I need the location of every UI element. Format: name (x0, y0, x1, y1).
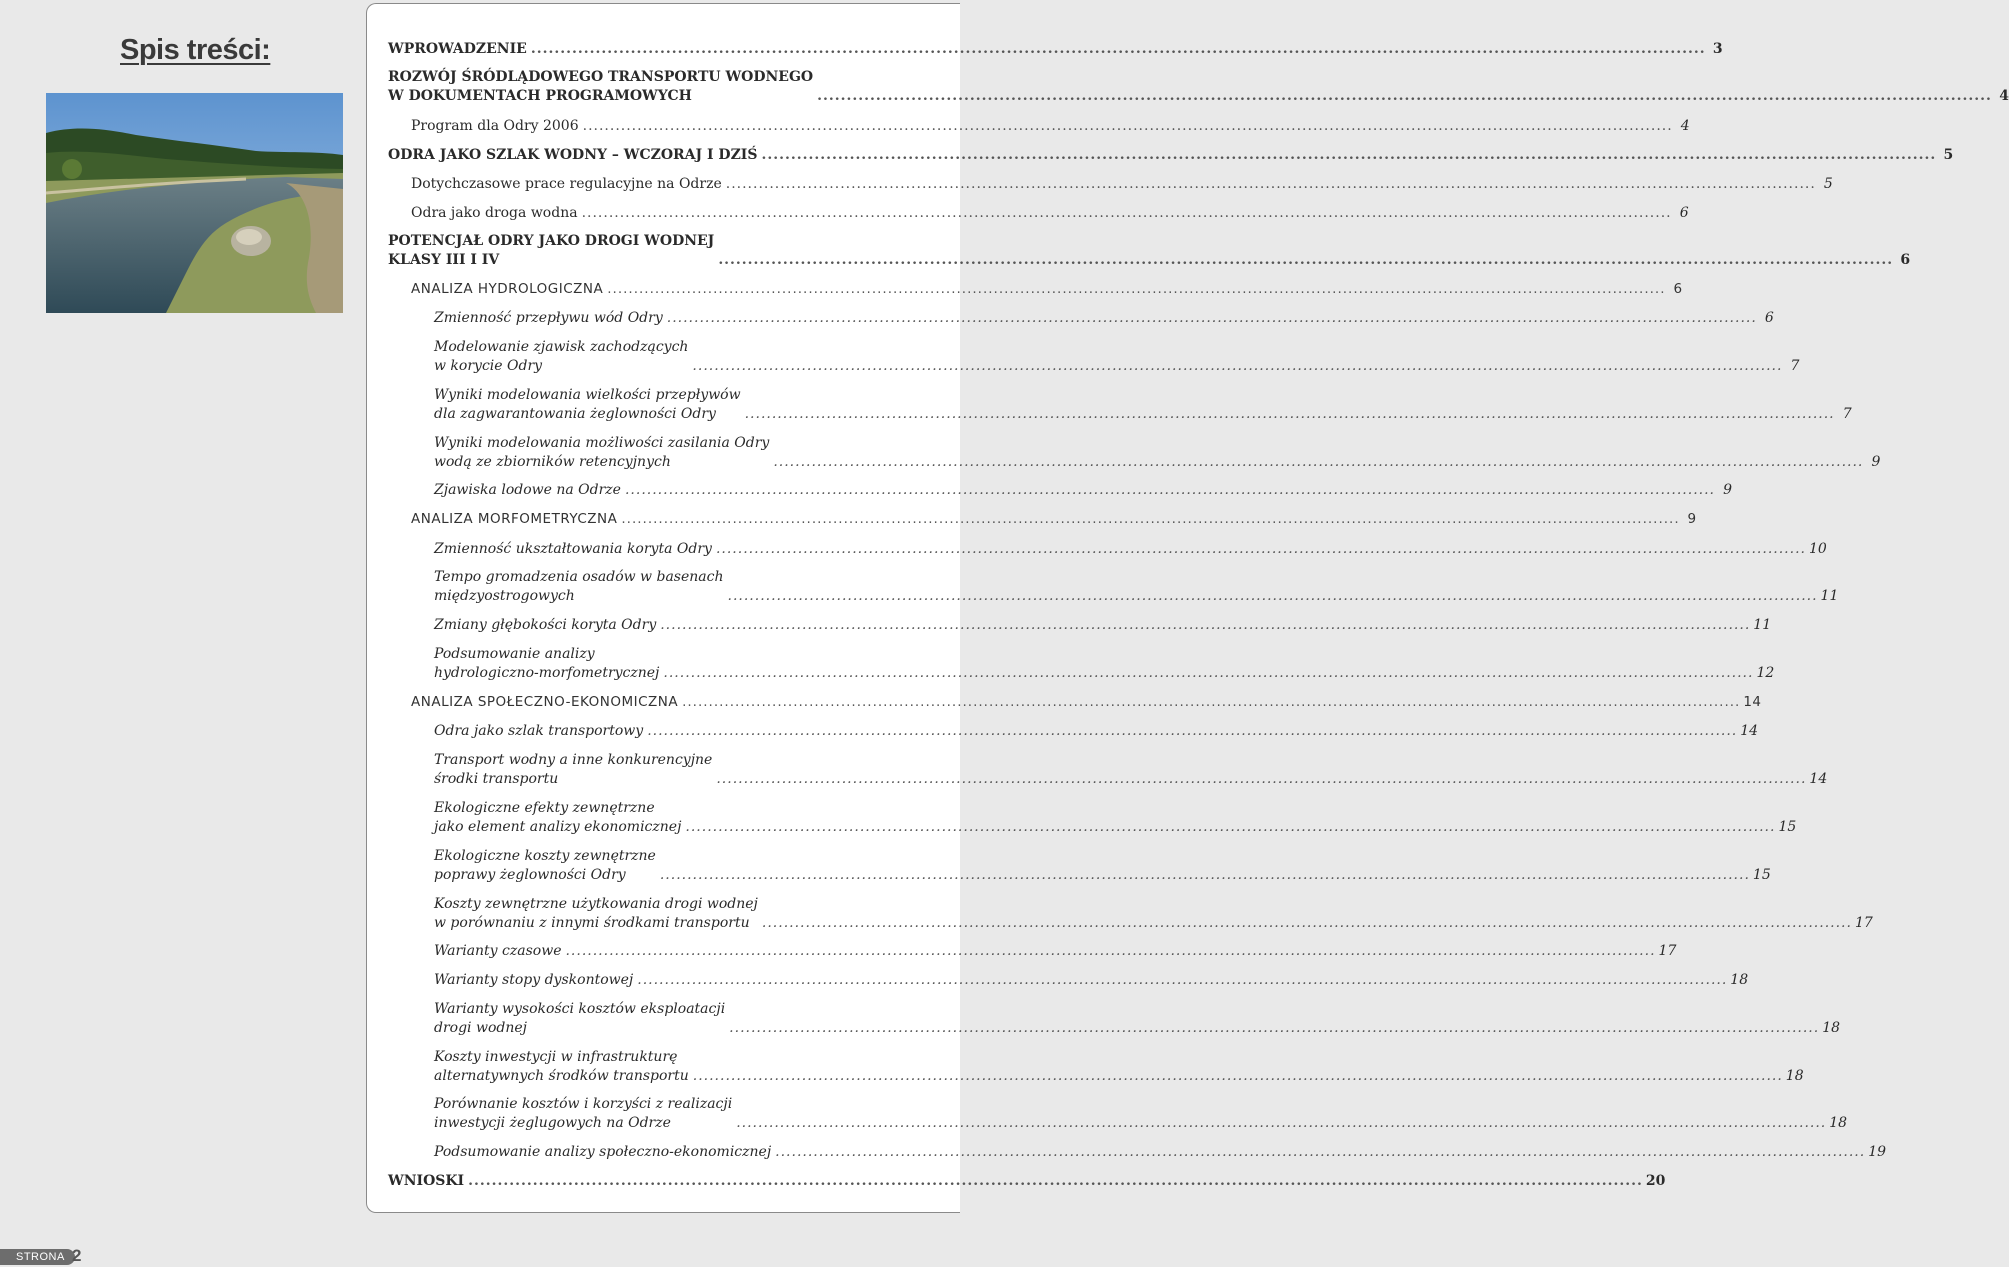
toc-entry-title: Wyniki modelowania możliwości zasilania Odry wodą ze zbiorników retencyjnych (434, 435, 770, 470)
toc-entry-page: 14 (1809, 771, 1828, 787)
toc-dot-leader: ........................................................................................................................................................................................................ (718, 252, 1894, 268)
toc-entry-title: Odra jako szlak transportowy (434, 723, 644, 739)
toc-entry (434, 434, 1881, 472)
toc-dot-leader: ........................................................................................................................................................................................................ (663, 665, 1754, 681)
toc-entry-page: 4 (1999, 88, 2009, 104)
toc-entry-page: 4 (1680, 118, 1690, 134)
toc-entry-page: 7 (1790, 358, 1800, 374)
toc-dot-leader: ........................................................................................................................................................................................................ (647, 723, 1738, 739)
toc-entry (434, 799, 1797, 837)
toc-entry (434, 540, 1827, 559)
toc-entry (434, 616, 1772, 635)
toc-entry (388, 68, 2009, 106)
toc-entry-page: 9 (1687, 511, 1697, 527)
toc-entry-title: ANALIZA SPOŁECZNO-EKONOMICZNA (411, 694, 679, 710)
toc-entry-title: Transport wodny a inne konkurencyjne środki transportu (434, 752, 713, 787)
toc-entry (434, 847, 1771, 885)
toc-entry-page: 17 (1854, 915, 1873, 931)
toc-entry (434, 386, 1852, 424)
toc-entry (434, 1143, 1887, 1162)
toc-entry (434, 942, 1677, 961)
toc-entry-title: Warianty stopy dyskontowej (434, 972, 634, 988)
toc-dot-leader: ........................................................................................................................................................................................................ (624, 482, 1716, 498)
toc-entry-page: 20 (1645, 1173, 1666, 1189)
toc-entry-title: Program dla Odry 2006 (411, 118, 579, 134)
toc-dot-leader: ........................................................................................................................................................................................................ (581, 205, 1672, 221)
toc-entry-title: WPROWADZENIE (388, 41, 527, 57)
toc-entry-title: Zmienność ukształtowania koryta Odry (434, 541, 712, 557)
toc-dot-leader: ........................................................................................................................................................................................................ (817, 88, 1992, 104)
toc-dot-leader: ........................................................................................................................................................................................................ (727, 588, 1818, 604)
toc-entry (434, 895, 1873, 933)
toc-entry-page: 6 (1679, 205, 1689, 221)
toc-entry-title: Dotychczasowe prace regulacyjne na Odrze (411, 176, 722, 192)
toc-entry-page: 18 (1822, 1020, 1841, 1036)
toc-entry-page: 6 (1900, 252, 1911, 268)
toc-dot-leader: ........................................................................................................................................................................................................ (666, 310, 1757, 326)
toc-entry-title: Wyniki modelowania wielkości przepływów dla zagwarantowania żeglowności Odry (434, 387, 741, 422)
toc-entry-title: Warianty czasowe (434, 943, 562, 959)
toc-entry-page: 14 (1743, 694, 1762, 710)
toc-entry-page: 12 (1756, 665, 1775, 681)
toc-entry-title: Tempo gromadzenia osadów w basenach międzyostrogowych (434, 569, 724, 604)
toc-entry-page: 7 (1842, 406, 1852, 422)
toc-entry (411, 280, 1683, 299)
toc-entry (434, 722, 1759, 741)
toc-entry-page: 14 (1740, 723, 1759, 739)
toc-entry-page: 5 (1823, 176, 1833, 192)
toc-entry-title: ANALIZA MORFOMETRYCZNA (411, 511, 618, 527)
toc-entry-title: WNIOSKI (388, 1173, 465, 1189)
toc-dot-leader: ........................................................................................................................................................................................................ (692, 1068, 1783, 1084)
toc-entry (434, 309, 1774, 328)
toc-entry-title: Koszty inwestycji w infrastrukturę alternatywnych środków transportu (434, 1049, 689, 1084)
toc-entry (434, 971, 1749, 990)
toc-dot-leader: ........................................................................................................................................................................................................ (729, 1020, 1820, 1036)
toc-dot-leader: ........................................................................................................................................................................................................ (682, 694, 1741, 710)
toc-entry-page: 18 (1785, 1068, 1804, 1084)
toc-entry-page: 18 (1829, 1115, 1848, 1131)
footer-label: STRONA (0, 1249, 75, 1265)
toc-entry-title: Warianty wysokości kosztów eksploatacji drogi wodnej (434, 1001, 726, 1036)
toc-entry (434, 568, 1839, 606)
toc-entry-page: 11 (1820, 588, 1839, 604)
toc-dot-leader: ........................................................................................................................................................................................................ (744, 406, 1835, 422)
toc-entry-title: ODRA JAKO SZLAK WODNY – WCZORAJ I DZIŚ (388, 147, 758, 163)
toc-entry (434, 751, 1828, 789)
toc-dot-leader: ........................................................................................................................................................................................................ (660, 617, 1751, 633)
toc-dot-leader: ........................................................................................................................................................................................................ (761, 147, 1937, 163)
toc-entry (411, 117, 1690, 136)
toc-entry-title: POTENCJAŁ ODRY JAKO DROGI WODNEJ KLASY III I IV (388, 233, 715, 268)
toc-dot-leader: ........................................................................................................................................................................................................ (736, 1115, 1827, 1131)
toc-entry-title: ANALIZA HYDROLOGICZNA (411, 281, 604, 297)
toc-dot-leader: ........................................................................................................................................................................................................ (761, 915, 1852, 931)
toc-entry-title: Podsumowanie analizy społeczno-ekonomicznej (434, 1144, 772, 1160)
toc-entry (388, 232, 1911, 270)
toc-entry-title: Porównanie kosztów i korzyści z realizacji inwestycji żeglugowych na Odrze (434, 1096, 733, 1131)
toc-entry (434, 1048, 1804, 1086)
toc-entry-title: Zmiany głębokości koryta Odry (434, 617, 657, 633)
toc-entry (388, 1172, 1666, 1191)
toc-dot-leader: ........................................................................................................................................................................................................ (659, 867, 1750, 883)
toc-dot-leader: ........................................................................................................................................................................................................ (582, 118, 1673, 134)
toc-entry-page: 6 (1673, 281, 1683, 297)
toc-entry (388, 40, 1723, 59)
toc-entry (434, 645, 1775, 683)
toc-entry-title: Koszty zewnętrzne użytkowania drogi wodnej w porównaniu z innymi środkami transportu (434, 896, 758, 931)
toc-entry-title: Odra jako droga wodna (411, 205, 578, 221)
toc-entry-title: Zmienność przepływu wód Odry (434, 310, 663, 326)
toc-entry-page: 10 (1808, 541, 1827, 557)
toc-entry (434, 1000, 1841, 1038)
toc-entry-page: 17 (1658, 943, 1677, 959)
toc-entry (411, 693, 1762, 712)
toc-entry-title: Modelowanie zjawisk zachodzących w korycie Odry (434, 339, 689, 374)
toc-entry-page: 15 (1752, 867, 1771, 883)
toc-entry (411, 510, 1697, 529)
toc-dot-leader: ........................................................................................................................................................................................................ (725, 176, 1816, 192)
page-title: Spis treści: (120, 34, 271, 66)
toc-dot-leader: ........................................................................................................................................................................................................ (685, 819, 1776, 835)
toc-dot-leader: ........................................................................................................................................................................................................ (468, 1173, 1643, 1189)
toc-entry-page: 11 (1753, 617, 1772, 633)
toc-entry (411, 204, 1689, 223)
toc-entry (388, 146, 1954, 165)
toc-entry-title: Zjawiska lodowe na Odrze (434, 482, 621, 498)
toc-dot-leader: ........................................................................................................................................................................................................ (607, 281, 1666, 297)
toc-entry-title: Ekologiczne efekty zewnętrzne jako element analizy ekonomicznej (434, 800, 682, 835)
toc-dot-leader: ........................................................................................................................................................................................................ (716, 771, 1807, 787)
toc-entry-page: 18 (1730, 972, 1749, 988)
toc-entry-title: ROZWÓJ ŚRÓDLĄDOWEGO TRANSPORTU WODNEGO W DOKUMENTACH PROGRAMOWYCH (388, 69, 814, 104)
toc-entry-page: 5 (1943, 147, 1954, 163)
toc-dot-leader: ........................................................................................................................................................................................................ (775, 1144, 1866, 1160)
toc-entry-page: 9 (1871, 454, 1881, 470)
toc-dot-leader: ........................................................................................................................................................................................................ (637, 972, 1728, 988)
toc-entry-page: 15 (1778, 819, 1797, 835)
toc-entry-title: Podsumowanie analizy hydrologiczno-morfometrycznej (434, 646, 660, 681)
toc-entry-page: 19 (1868, 1144, 1887, 1160)
toc-entry (434, 1095, 1848, 1133)
toc-entry-title: Ekologiczne koszty zewnętrzne poprawy żeglowności Odry (434, 848, 656, 883)
toc-dot-leader: ........................................................................................................................................................................................................ (773, 454, 1864, 470)
toc-dot-leader: ........................................................................................................................................................................................................ (692, 358, 1783, 374)
toc-entry-page: 6 (1764, 310, 1774, 326)
footer-page-number: 2 (72, 1246, 82, 1265)
river-photo (46, 93, 343, 313)
toc-entry-page: 9 (1723, 482, 1733, 498)
toc-entry-page: 3 (1712, 41, 1723, 57)
toc-entry (434, 338, 1800, 376)
toc-dot-leader: ........................................................................................................................................................................................................ (530, 41, 1706, 57)
toc-entry (411, 175, 1833, 194)
toc-entry (434, 481, 1733, 500)
toc-dot-leader: ........................................................................................................................................................................................................ (715, 541, 1806, 557)
toc-dot-leader: ........................................................................................................................................................................................................ (565, 943, 1656, 959)
toc-dot-leader: ........................................................................................................................................................................................................ (621, 511, 1680, 527)
